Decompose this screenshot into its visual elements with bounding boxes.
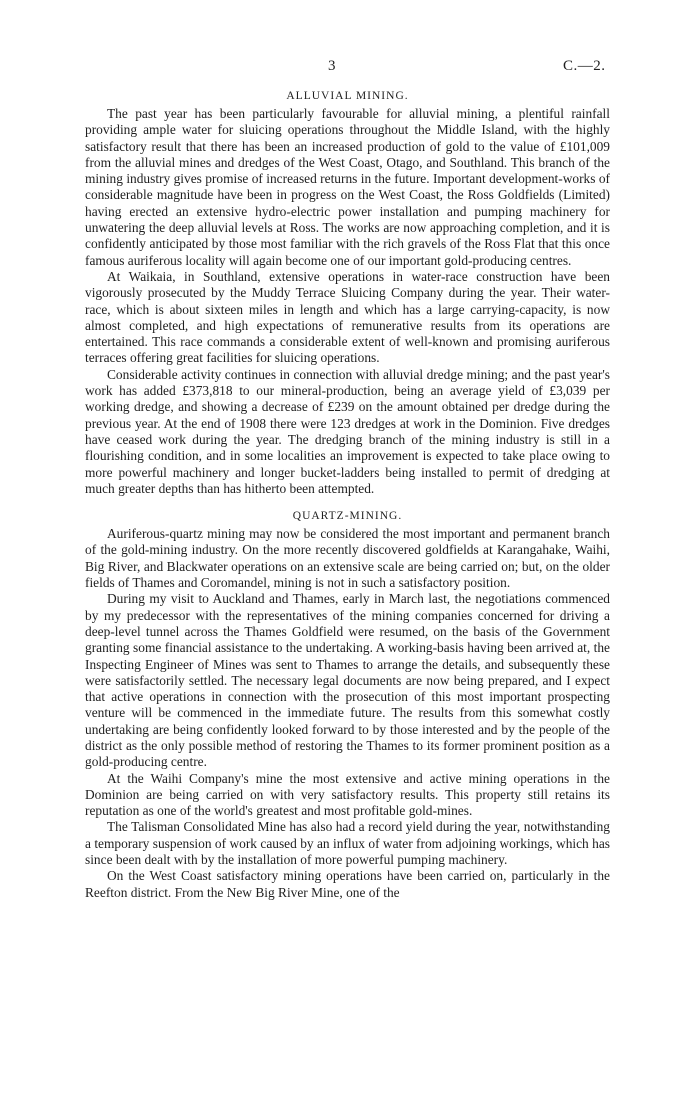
paragraph: At the Waihi Company's mine the most extensive and active mining operations in the Dominion are being carried on with very satisfactory results. This property still retains its reputation as one of the world's greatest and most profitable gold-mines. bbox=[85, 770, 610, 819]
paragraph: Considerable activity continues in connection with alluvial dredge mining; and the past year's work has added £373,818 to our mineral-production, being an average yield of £3,039 per working dredge, and showing a decrease of £239 on the amount obtained per dredge during the previous year. At the end of 1908 there were 123 dredges at work in the Dominion. Five dredges have ceased work during the year. The dredging branch of the mining industry is still in a flourishing condition, and in some localities an improvement is expected to take place owing to more powerful machinery and longer bucket-ladders being installed to permit of dredging at much greater depths than has hitherto been attempted. bbox=[85, 366, 610, 496]
section-heading-alluvial: ALLUVIAL MINING. bbox=[286, 90, 409, 102]
document-body bbox=[85, 88, 610, 901]
paragraph: On the West Coast satisfactory mining operations have been carried on, particularly in the Reefton district. From the New Big River Mine, one of the bbox=[85, 868, 610, 900]
paragraph: Auriferous-quartz mining may now be considered the most important and permanent branch of the gold-mining industry. On the more recently discovered goldfields at Karangahake, Waihi, Big River, and Blackwater operations on an extensive scale are being carried on; but, on the older fields of Thames and Coromandel, mining is not in such a satisfactory position. bbox=[85, 526, 610, 591]
paragraph: During my visit to Auckland and Thames, early in March last, the negotiations commenced by my predecessor with the representatives of the mining companies concerned for driving a deep-level tunnel across the Thames Goldfield were resumed, on the basis of the Government granting some financial assistance to the undertaking. A working-basis having been arrived at, the Inspecting Engineer of Mines was sent to Thames to arrange the details, and subsequently these were satisfactorily settled. The necessary legal documents are now being prepared, and I expect that active operations in connection with the prosecution of this most important prospecting venture will be commenced in the immediate future. The results from this somewhat costly undertaking are being confidently looked forward to by those interested and by the people of the district as the only possible method of restoring the Thames to its former prominent position as a gold-producing centre. bbox=[85, 591, 610, 770]
document-reference: C.—2. bbox=[563, 58, 606, 74]
page-header bbox=[0, 58, 700, 78]
page-number: 3 bbox=[328, 58, 336, 74]
paragraph: At Waikaia, in Southland, extensive operations in water-race construction have been vigorously prosecuted by the Muddy Terrace Sluicing Company during the year. Their water-race, which is about sixteen miles in length and which has a large carrying-capacity, is now almost completed, and high expectations of remunerative results from its operations are entertained. This race commands a considerable extent of well-known and promising auriferous terraces offering great facilities for sluicing operations. bbox=[85, 268, 610, 366]
paragraph: The Talisman Consolidated Mine has also had a record yield during the year, notwithstanding a temporary suspension of work caused by an influx of water from adjoining workings, which has since been dealt with by the installation of more powerful pumping machinery. bbox=[85, 819, 610, 868]
section-heading-quartz: QUARTZ-MINING. bbox=[292, 510, 403, 523]
paragraph: The past year has been particularly favourable for alluvial mining, a plentiful rainfall providing ample water for sluicing operations throughout the Middle Island, with the highly satisfactory result that there has been an increased production of gold to the value of £101,009 from the alluvial mines and dredges of the West Coast, Otago, and Southland. This branch of the mining industry gives promise of increased returns in the future. Important development-works of considerable magnitude have been in progress on the West Coast, the Ross Goldfields (Limited) having erected an extensive hydro-electric power installation and pumping machinery for unwatering the deep alluvial levels at Ross. The works are now approaching completion, and it is confidently anticipated by those most familiar with the rich gravels of the Ross Flat that this once famous auriferous locality will again become one of our important gold-producing centres. bbox=[85, 106, 610, 268]
